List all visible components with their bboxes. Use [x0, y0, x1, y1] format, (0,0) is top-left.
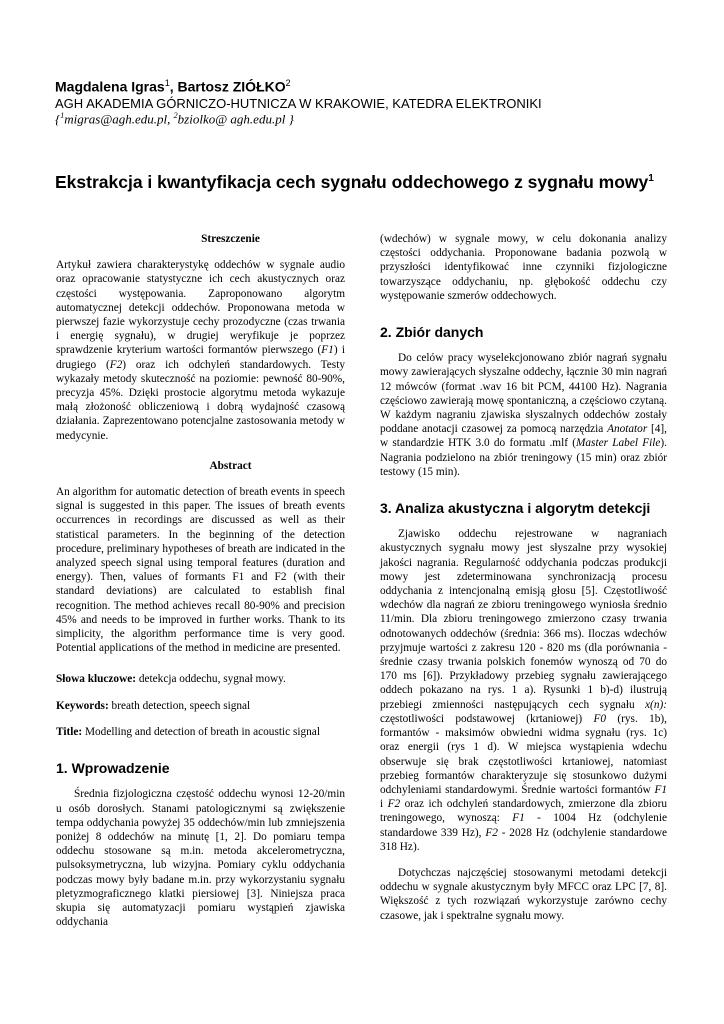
- streszczenie-f2: F2: [109, 358, 123, 371]
- email-2-sup: 2: [173, 111, 178, 120]
- keywords-pl: [56, 672, 345, 686]
- author-1-sup: 1: [164, 78, 170, 88]
- section-2-part-c: ). Nagrania podzielono na zbiór treningowy (15 min) oraz zbiór testowy (15 min).: [380, 437, 667, 478]
- right-column: [380, 232, 667, 923]
- authors-line: [55, 78, 291, 95]
- section-3-f2: F2: [387, 798, 401, 811]
- section-3-part-g: - 2028 Hz (odchylenie standardowe 318 Hz).: [380, 826, 667, 853]
- title-en-label: Title:: [56, 725, 83, 738]
- section-3-paragraph-1: [380, 527, 667, 854]
- keywords-en: [56, 699, 345, 713]
- streszczenie-heading: Streszczenie: [201, 233, 260, 245]
- section-3-part-a: Zjawisko oddechu rejestrowane w nagraniach akustycznych sygnału mowy jest słyszalne przy wysokiej jakości nagrania. Regularność oddychania podczas produkcji mowy jest zdeterminowana synchronizacją procesu oddychania z intencjonalną emisją głosu [5]. Częstotliwość wdechów dla nagrań ze zbioru treningowego wyniosła średnio 11/min. Dla zbioru treningowego zmierzono czasy trwania odnotowanych oddechów (średnia: 366 ms). Iloczas wdechów przyjmuje wartości z zakresu 120 - 820 ms (dla porównania - średnie czasy trwania polskich fonemów wynoszą od 70 do 170 ms [6]). Przykładowy przebieg sygnału zawierającego oddech pokazano na rys. 1 a). Rysunki 1 b)-d) ilustrują przebiegi zmienności następujących cech sygnału: [380, 528, 667, 711]
- right-intro-text: (wdechów) w sygnale mowy, w celu dokonania analizy częstości oddychania. Proponowane badania pozwolą w przyszłości identyfikować inne czynniki fizjologiczne towarzyszące oddychaniu, np. głębokość oddechu czy występowanie szmerów oddechowych.: [380, 233, 667, 302]
- streszczenie-part-c: ) oraz ich odchyleń standardowych. Testy wykazały metody skuteczność na poziomie: pewność 80-90%, precyzja 45%. Dzięki prostocie algorytmu metoda wykazuje małą złożoność obliczeniową i dobrą wydajność czasową działania. Zaprezentowano potencjalne zastosowania metody w medycynie.: [56, 358, 345, 442]
- affiliation: AGH AKADEMIA GÓRNICZO-HUTNICZA W KRAKOWIE, KATEDRA ELEKTRONIKI: [55, 96, 542, 111]
- section-2-part-a: Do celów pracy wyselekcjonowano zbiór nagrań sygnału mowy zawierających słyszalne oddechy, łącznie 30 min nagrań 12 mówców (format .wav 16 bit PCM, 44100 Hz). Nagrania częściowo zawierają mowę spontaniczną, a częściowo czytaną. W każdym nagraniu zjawiska słyszalnych oddechów zostały poddane anotacji czasowej za pomocą narzędzia: [380, 352, 667, 436]
- section-3-part-e: oraz ich odchyleń standardowych, zmierzone dla zbioru treningowego, wynoszą:: [380, 798, 667, 825]
- section-1-text: Średnia fizjologiczna częstość oddechu wynosi 12-20/min u osób dorosłych. Stanami patologicznymi są zwiększenie tempa oddychania powyżej 35 oddechów/min lub zmniejszenia poniżej 8 oddechów na minutę [1, 2]. Do pomiaru tempa oddechu stosowane są m.in. metoda akcelerometryczna, pulsoksymetryczna, lub wizyjna. Pomiary cyklu oddychania podczas mowy były badane m.in. przy wykorzystaniu sygnału pletyzmograficznego klatki piersiowej [3]. Niniejsza praca skupia się automatyzacji pomiaru wystąpień zjawiska oddychania: [56, 788, 345, 929]
- section-3-part-c: (rys. 1b), formantów - maksimów obwiedni widma sygnału (rys. 1c) oraz energii (rys 1 d). W miejsca wystąpienia wdechu obserwuje się brak częstotliwości krtaniowej, natomiast przebieg formantów charakteryzuje się stosunkowo dużymi odchyleniami standardowymi. Średnie wartości formantów: [380, 712, 667, 796]
- section-1-heading: 1. Wprowadzenie: [56, 760, 170, 777]
- email-1: migras@agh.edu.pl,: [64, 111, 174, 127]
- section-3-f0: F0: [593, 712, 607, 725]
- section-2-mlf: Master Label File: [575, 437, 661, 450]
- author-separator: ,: [169, 78, 178, 95]
- keywords-en-label: Keywords:: [56, 699, 109, 712]
- email-1-sup: 1: [60, 111, 65, 120]
- streszczenie-text: [56, 258, 345, 443]
- email-open: {: [55, 111, 61, 127]
- paper-title-footnote-mark: 1: [648, 173, 654, 185]
- section-3-f2-value-label: F2: [485, 826, 498, 839]
- section-2-heading: 2. Zbiór danych: [380, 324, 484, 341]
- emails-line: [55, 111, 294, 127]
- section-3-heading: 3. Analiza akustyczna i algorytm detekcji: [380, 500, 651, 517]
- keywords-en-text: breath detection, speech signal: [108, 699, 251, 712]
- section-2-text: [380, 351, 667, 479]
- author-1: Magdalena Igras: [55, 78, 165, 95]
- section-3-f1: F1: [654, 783, 667, 796]
- section-3-paragraph-2: Dotychczas najczęściej stosowanymi metodami detekcji oddechu w sygnale akustycznym były MFCC oraz LPC [7, 8]. Większość z tych rozwiązań wykorzystuje zarówno cechy czasowe, jak i spektralne sygnału mowy.: [380, 866, 667, 922]
- title-en-text: Modelling and detection of breath in acoustic signal: [82, 725, 320, 738]
- left-column: [56, 232, 345, 929]
- streszczenie-f1: F1: [321, 344, 334, 357]
- streszczenie-part-a: Artykuł zawiera charakterystykę oddechów w sygnale audio oraz opracowanie statystyczne ich cech akustycznych oraz częstości występowania. Zaproponowano algorytm automatycznej detekcji oddechów. Proponowana metoda w pierwszej fazie wykorzystuje cechy prozodyczne (czas trwania i energię sygnału), w drugiej weryfikuje je poprzez sprawdzenie kryterium wartości formantów pierwszego (: [56, 259, 345, 357]
- section-3-f1-value-label: F1: [512, 812, 525, 825]
- section-3-xn: x(n):: [645, 698, 667, 711]
- author-2-sup: 2: [285, 78, 291, 88]
- section-2-anotator: Anotator: [607, 423, 648, 436]
- section-3-part-d: i: [380, 798, 388, 811]
- paper-title: [55, 172, 654, 193]
- title-en: [56, 725, 345, 739]
- keywords-pl-text: detekcja oddechu, sygnał mowy.: [136, 673, 286, 686]
- email-2: bziolko@ agh.edu.pl }: [177, 111, 294, 127]
- section-3-part-b: częstotliwości podstawowej (krtaniowej): [380, 712, 594, 725]
- abstract-heading: Abstract: [209, 459, 252, 472]
- keywords-pl-label: Słowa kluczowe:: [56, 673, 137, 686]
- section-3-part-f: - 1004 Hz (odchylenie standardowe 339 Hz),: [380, 812, 667, 839]
- paper-title-text: Ekstrakcja i kwantyfikacja cech sygnału oddechowego z sygnału mowy: [55, 172, 649, 192]
- streszczenie-part-b: ) i drugiego (: [56, 344, 345, 371]
- author-2: Bartosz ZIÓŁKO: [177, 78, 286, 95]
- section-2-part-b: [4], w standardzie HTK 3.0 do formatu .mlf (: [380, 423, 667, 450]
- abstract-text: An algorithm for automatic detection of breath events in speech signal is suggested in this paper. The issues of breath events occurrences in recordings are discussed as well as their statistical parameters. In the beginning of the detection procedure, preliminary hypotheses of breath are indicated in the analyzed speech signal using temporal features (duration and energy). Then, values of formants F1 and F2 (with their standard deviations) are calculated to establish final recognition. The method achieves recall 80-90% and precision 45% and needs to be improved in further works. Thank to its simplicity, the algorithm performance time is very good. Potential applications of the method in medicine are presented.: [56, 486, 345, 655]
